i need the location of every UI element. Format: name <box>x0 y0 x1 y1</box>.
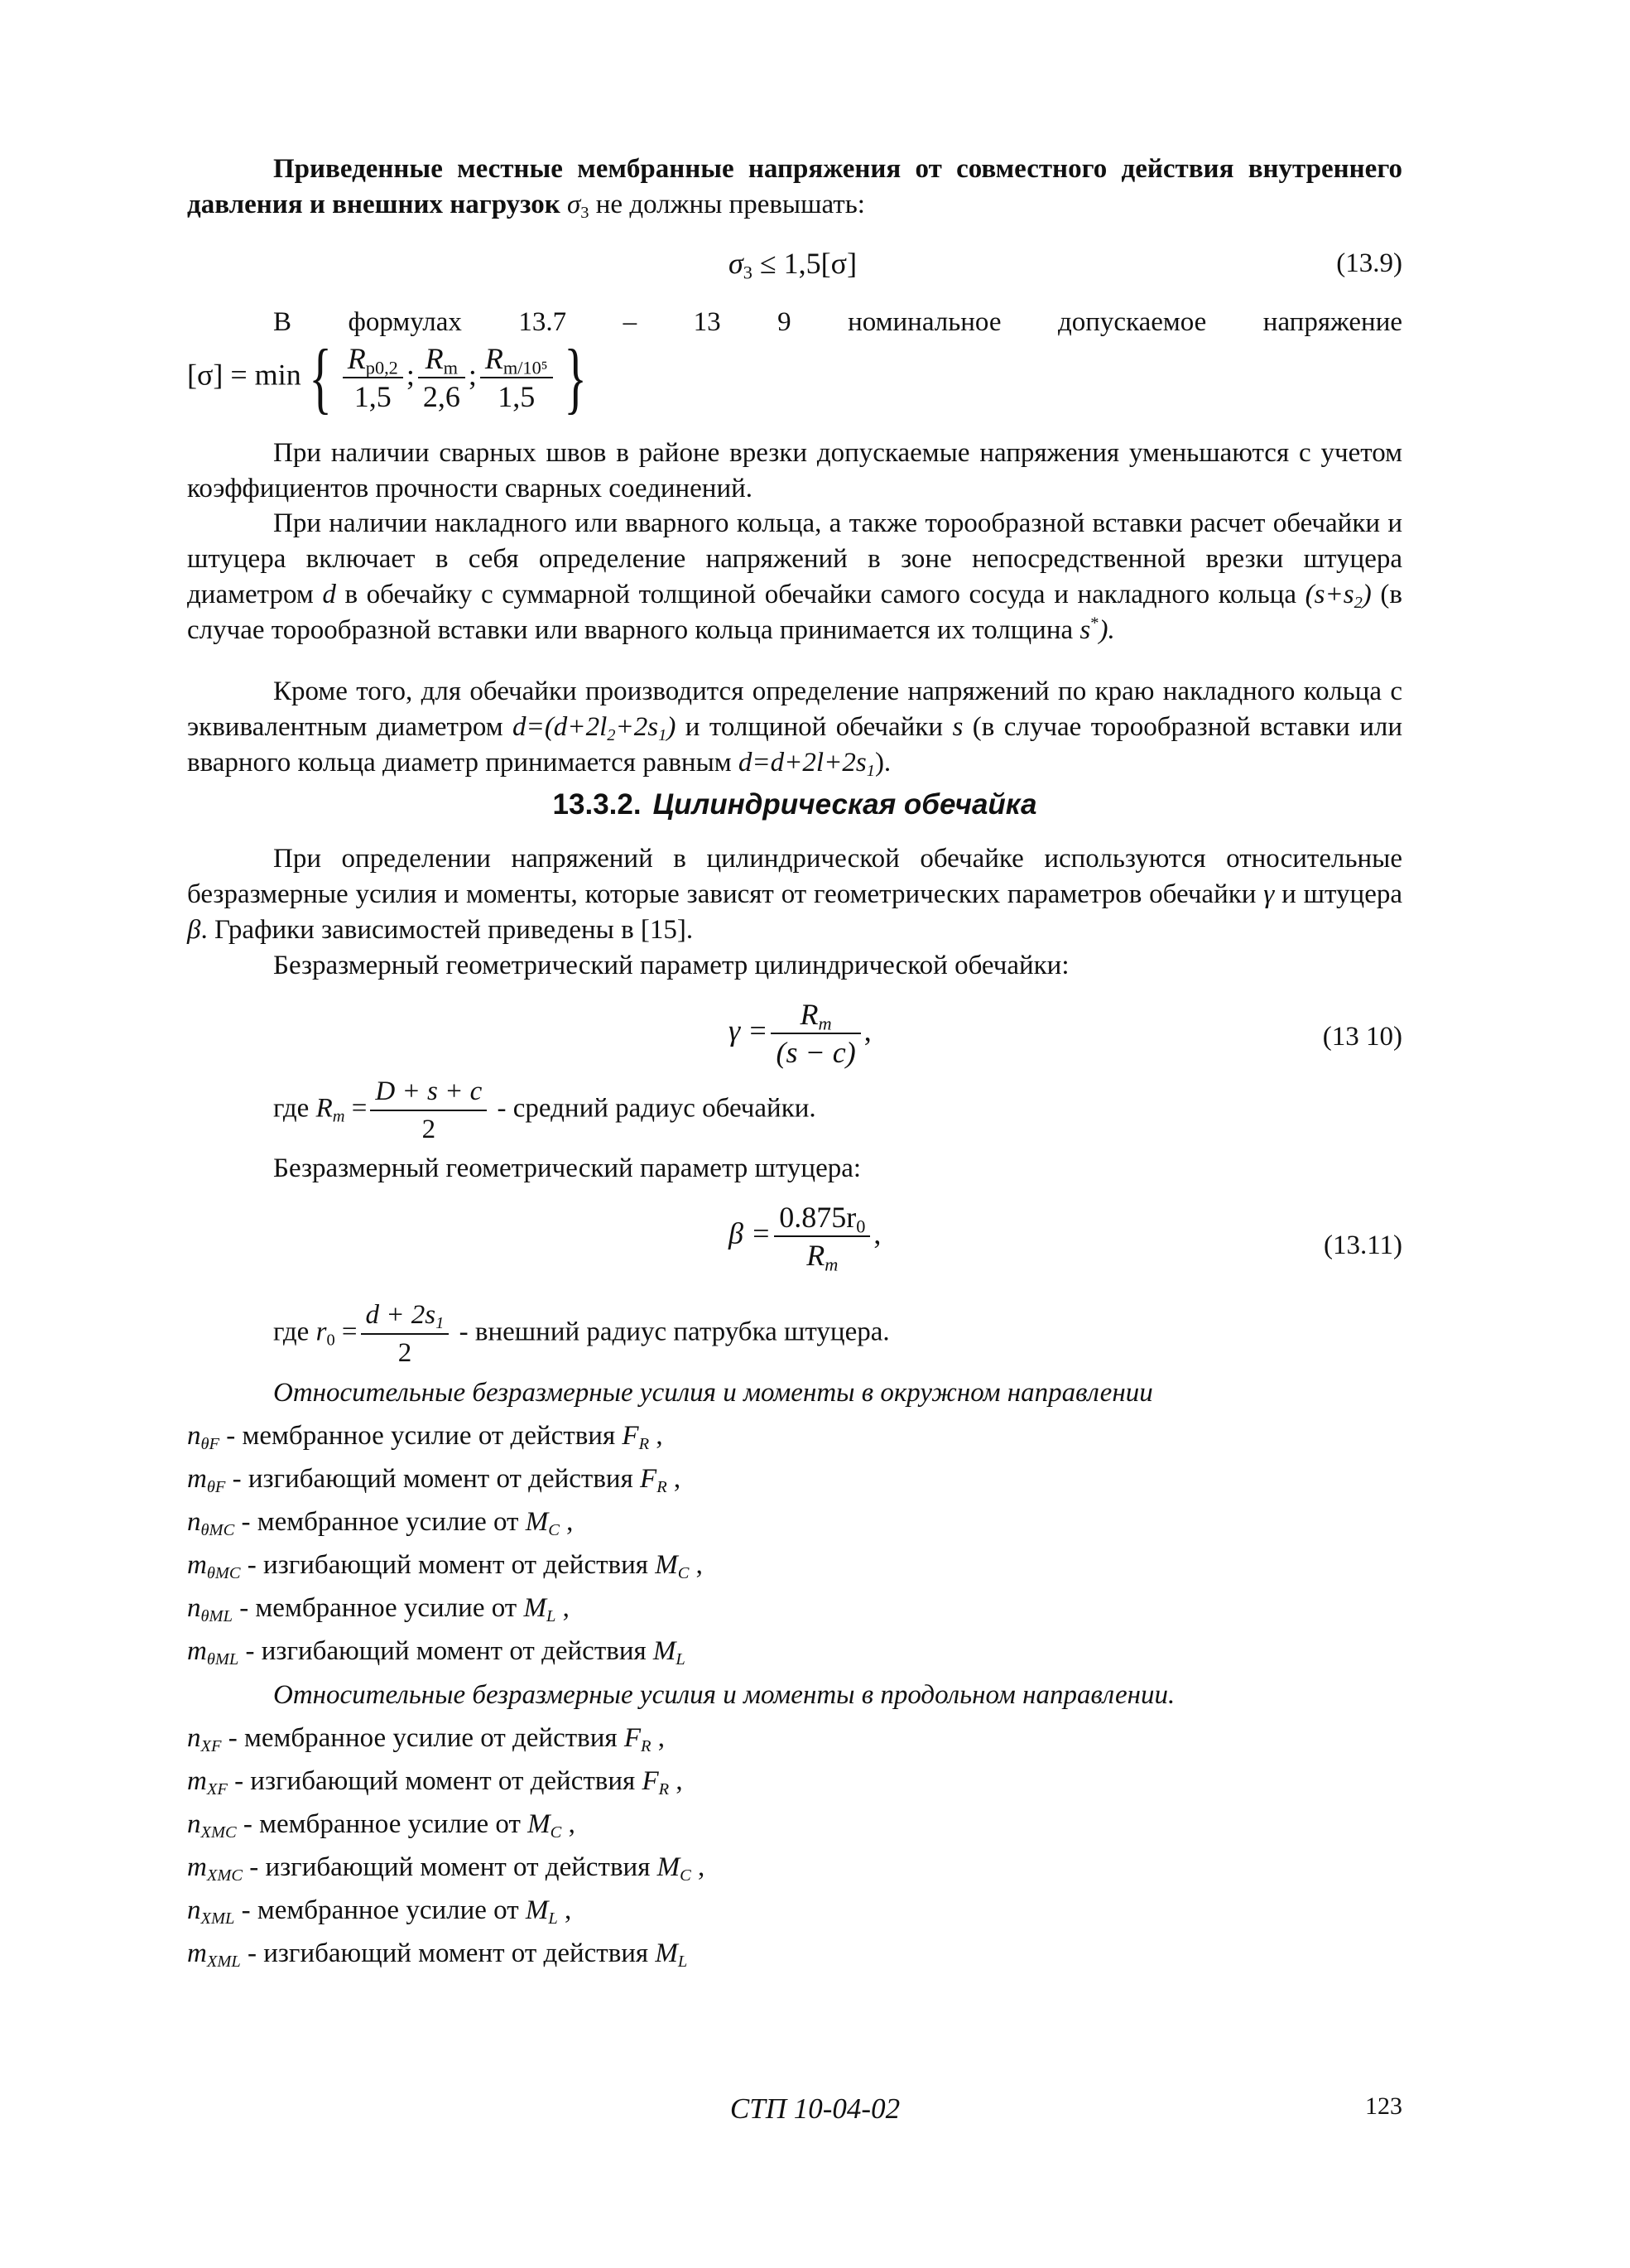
subsection-circumferential: Относительные безразмерные усилия и моменты в окружном направлении <box>273 1378 1153 1408</box>
item-load-sub: C <box>548 1521 560 1540</box>
equals: = <box>334 1317 358 1347</box>
subsection-longitudinal: Относительные безразмерные усилия и моменты в продольном направлении. <box>273 1680 1176 1710</box>
item-description: - изгибающий момент от действия <box>227 1766 642 1796</box>
fraction-rp02 <box>343 342 403 413</box>
document-code: СТП 10-04-02 <box>729 2092 901 2125</box>
formula-sub: 1 <box>658 726 667 745</box>
formula-lhs-sub: 3 <box>743 262 752 283</box>
frac-numerator: R <box>347 342 366 375</box>
item-load-sub: L <box>546 1607 556 1626</box>
item-symbol: n <box>187 1507 201 1537</box>
list-item <box>187 1461 680 1497</box>
list-item <box>187 1590 570 1626</box>
frac-denominator: 1,5 <box>498 380 536 413</box>
frac-numerator-sub: p0,2 <box>365 357 398 378</box>
formula-span: ) <box>666 712 676 742</box>
item-load-symbol: F <box>623 1723 642 1753</box>
item-description: - изгибающий момент от действия <box>240 1550 656 1580</box>
item-end: , <box>555 1593 570 1623</box>
item-description: - мембранное усилие от действия <box>219 1421 623 1451</box>
formula-span: d=(d+2l <box>512 712 608 742</box>
item-load-symbol: F <box>640 1464 657 1494</box>
item-load-symbol: M <box>655 1550 678 1580</box>
section-title: Цилиндрическая обечайка <box>652 788 1037 821</box>
item-symbol: n <box>187 1593 201 1623</box>
frac-numerator-sub: m <box>443 357 459 378</box>
item-end: , <box>561 1809 575 1839</box>
symbol-beta: β <box>187 915 201 945</box>
item-description: - изгибающий момент от действия <box>225 1464 641 1494</box>
item-description: - изгибающий момент от действия <box>238 1636 653 1666</box>
text-span: и штуцера <box>1274 879 1402 909</box>
item-load-sub: L <box>677 1953 688 1972</box>
paragraph-dimensionless <box>187 841 1402 948</box>
item-end: , <box>559 1507 574 1537</box>
item-description: - мембранное усилие от действия <box>221 1723 624 1753</box>
frac-denominator: 2 <box>397 1338 412 1368</box>
item-load-symbol: M <box>525 1895 549 1925</box>
item-load-symbol: M <box>523 1593 546 1623</box>
symbol-sub: 0 <box>326 1331 335 1350</box>
paragraph-rings <box>187 506 1402 648</box>
formula-lhs: σ <box>728 247 743 280</box>
symbol-close: ) <box>1362 580 1372 609</box>
item-load-symbol: M <box>656 1852 680 1882</box>
formula-comma: , <box>863 1014 872 1047</box>
right-brace: } <box>563 333 587 421</box>
item-symbol-sub: XML <box>206 1953 241 1972</box>
item-end: , <box>557 1895 572 1925</box>
paragraph-welds: При наличии сварных швов в районе врезки допускаемые напряжения уменьшаются с учетом коэффициентов прочности сварных соединений. <box>187 438 1402 503</box>
item-load-sub: C <box>550 1823 562 1842</box>
formula-13-9 <box>728 245 857 282</box>
item-load-symbol: F <box>622 1421 639 1451</box>
item-load-symbol: M <box>525 1507 549 1537</box>
list-item <box>187 1806 575 1842</box>
formula-rhs: ≤ 1,5[σ] <box>752 247 858 280</box>
fraction-beta <box>774 1201 870 1275</box>
section-heading <box>187 787 1402 823</box>
paragraph-equivalent-diameter <box>187 674 1402 781</box>
symbol-r: R <box>315 1093 333 1124</box>
list-item <box>187 1892 571 1929</box>
item-load-sub: R <box>641 1737 652 1756</box>
item-description: - изгибающий момент от действия <box>240 1938 656 1968</box>
formula-lhs: [σ] = min <box>187 358 301 392</box>
item-end: , <box>666 1464 681 1494</box>
item-symbol-sub: θMC <box>206 1564 241 1583</box>
paragraph-nozzle-parameter: Безразмерный геометрический параметр штуцера: <box>273 1153 862 1183</box>
symbol-r: r <box>315 1317 327 1347</box>
item-symbol-sub: θML <box>206 1650 239 1669</box>
fraction-rm <box>418 342 465 413</box>
formula-lhs: β = <box>728 1216 772 1250</box>
fraction-rm-def <box>370 1075 487 1146</box>
equals: = <box>344 1093 368 1124</box>
sigma-subscript: 3 <box>580 204 589 223</box>
item-description: - изгибающий момент от действия <box>242 1852 657 1882</box>
frac-denominator: (s − c) <box>776 1036 856 1069</box>
equation-number-13-9: (13.9) <box>1336 248 1402 278</box>
definition-r0 <box>273 1298 890 1370</box>
item-symbol-sub: XMC <box>206 1866 243 1885</box>
page-number: 123 <box>1365 2092 1402 2120</box>
formula-span: +2s <box>615 712 659 742</box>
text-span: При наличии накладного или вварного кольца, а также торообразной вставки расчет обечайки и штуцера включает в себя определение напряжений в зоне непосредственной врезки штуцера диаметром <box>187 508 1402 609</box>
formula-comma: , <box>873 1216 882 1250</box>
separator: ; <box>406 358 415 392</box>
equation-number-13-11: (13.11) <box>1323 1230 1402 1260</box>
item-symbol: n <box>187 1809 201 1839</box>
formula-span: d=d+2l+2s <box>738 748 867 778</box>
text-span: Кроме того, для обечайки производится определение напряжений по краю накладного кольца с эквивалентным диаметром <box>187 677 1402 742</box>
frac-denominator: 1,5 <box>353 380 392 413</box>
list-item <box>187 1418 663 1454</box>
frac-numerator-sub: m <box>818 1013 832 1034</box>
frac-denominator: R <box>806 1239 825 1272</box>
item-load-symbol: M <box>652 1636 676 1666</box>
item-symbol: m <box>187 1464 207 1494</box>
list-item <box>187 1849 704 1885</box>
item-symbol-sub: XML <box>200 1909 235 1929</box>
list-item <box>187 1547 703 1583</box>
fraction-r0-def <box>361 1298 450 1370</box>
formula-sub: 1 <box>866 762 875 781</box>
formula-allowable-stress <box>187 333 594 421</box>
item-symbol: m <box>187 1938 207 1968</box>
text-span: При определении напряжений в цилиндрической обечайке используются относительные безразмерные усилия и моменты, которые зависят от геометрических параметров обечайки <box>187 844 1402 909</box>
item-symbol: n <box>187 1723 201 1753</box>
fraction-rm-105 <box>480 342 553 413</box>
item-symbol-sub: θF <box>206 1478 226 1497</box>
frac-numerator: d + 2s <box>365 1300 436 1330</box>
sigma-symbol: σ <box>567 190 581 219</box>
fraction-gamma <box>771 998 860 1069</box>
paragraph-tail: не должны превышать: <box>589 190 865 219</box>
item-load-sub: R <box>656 1478 667 1497</box>
item-end: , <box>651 1723 665 1753</box>
symbol-sub: 2 <box>1354 594 1363 613</box>
list-item <box>187 1763 683 1799</box>
item-load-sub: C <box>680 1866 691 1885</box>
text-span: (в случае торообразной вставки или вварного кольца диаметр принимается равным <box>187 712 1402 778</box>
item-load-symbol: M <box>527 1809 551 1839</box>
item-symbol-sub: XF <box>206 1780 228 1799</box>
item-symbol: n <box>187 1895 201 1925</box>
item-symbol: m <box>187 1852 207 1882</box>
item-load-symbol: M <box>655 1938 678 1968</box>
text-span: ). <box>1099 615 1115 645</box>
separator: ; <box>468 358 477 392</box>
item-load-symbol: F <box>642 1766 659 1796</box>
item-load-sub: R <box>638 1435 650 1454</box>
item-symbol-sub: XMC <box>200 1823 237 1842</box>
item-load-sub: C <box>677 1564 690 1583</box>
item-symbol-sub: XF <box>200 1737 222 1756</box>
equation-number-13-10: (13 10) <box>1322 1022 1402 1052</box>
text-span: где <box>273 1093 316 1124</box>
text-span: - внешний радиус патрубка штуцера. <box>452 1317 890 1347</box>
frac-numerator: R <box>800 998 819 1031</box>
symbol-s-s2: (s+s <box>1305 580 1354 609</box>
item-symbol-sub: θMC <box>200 1521 235 1540</box>
item-load-sub: L <box>548 1909 558 1929</box>
item-symbol-sub: θML <box>200 1607 233 1626</box>
symbol-d: d <box>322 580 336 609</box>
text-span: где <box>273 1317 316 1347</box>
item-symbol-sub: θF <box>200 1435 220 1454</box>
text-span: (в случае торообразной вставки или вварного кольца принимается их толщина <box>187 580 1402 645</box>
symbol-s: s <box>952 712 964 742</box>
frac-numerator: D + s + c <box>370 1075 487 1111</box>
symbol-sub: m <box>332 1107 345 1126</box>
symbol-sup: * <box>1090 614 1099 633</box>
item-end: , <box>690 1852 705 1882</box>
item-symbol: m <box>187 1550 207 1580</box>
item-end: , <box>669 1766 683 1796</box>
left-brace: { <box>308 333 332 421</box>
frac-numerator: R <box>425 342 444 375</box>
list-item <box>187 1935 687 1972</box>
item-symbol: m <box>187 1636 207 1666</box>
frac-numerator-sub: 0 <box>856 1216 866 1237</box>
item-description: - мембранное усилие от <box>236 1809 528 1839</box>
text-span: . Графики зависимостей приведены в [15]. <box>200 915 694 945</box>
paragraph-shell-parameter: Безразмерный геометрический параметр цилиндрической обечайки: <box>273 951 1070 980</box>
list-item <box>187 1504 573 1540</box>
text-span: в обечайку с суммарной толщиной обечайки самого сосуда и накладного кольца <box>335 580 1305 609</box>
frac-numerator-sub: 1 <box>435 1314 445 1333</box>
list-item <box>187 1720 665 1756</box>
item-description: - мембранное усилие от <box>234 1895 526 1925</box>
frac-denominator-sub: m <box>825 1254 839 1275</box>
frac-denominator: 2 <box>421 1115 436 1144</box>
frac-denominator: 2,6 <box>422 380 460 413</box>
text-span: ). <box>874 748 892 778</box>
symbol-gamma: γ <box>1263 879 1275 909</box>
formula-13-11 <box>728 1201 882 1275</box>
item-description: - мембранное усилие от <box>232 1593 524 1623</box>
frac-numerator-sub: m/10⁵ <box>502 357 548 378</box>
item-symbol: m <box>187 1766 207 1796</box>
bold-lead-text: Приведенные местные мембранные напряжения от совместного действия внутреннего давления и внешних нагрузок <box>187 154 1402 219</box>
formula-13-10 <box>728 998 872 1069</box>
text-span: и толщиной обечайки <box>676 712 953 742</box>
formula-lhs: γ = <box>728 1014 768 1047</box>
frac-numerator: 0.875r <box>779 1201 857 1234</box>
formula-sub: 2 <box>607 726 616 745</box>
item-symbol: n <box>187 1421 201 1451</box>
item-load-sub: R <box>658 1780 670 1799</box>
frac-numerator: R <box>484 342 503 375</box>
paragraph-membrane-stress <box>187 152 1402 223</box>
definition-rm <box>273 1075 816 1146</box>
text-span: - средний радиус обечайки. <box>490 1093 816 1124</box>
paragraph-formulas-ref: В формулах 13.7 – 13 9 номинальное допускаемое напряжение <box>273 307 1402 337</box>
symbol-s-star: s <box>1079 615 1091 645</box>
list-item <box>187 1633 685 1669</box>
item-description: - мембранное усилие от <box>234 1507 526 1537</box>
item-load-sub: L <box>676 1650 685 1669</box>
item-end: , <box>649 1421 663 1451</box>
item-end: , <box>689 1550 703 1580</box>
section-number: 13.3.2. <box>552 788 642 821</box>
